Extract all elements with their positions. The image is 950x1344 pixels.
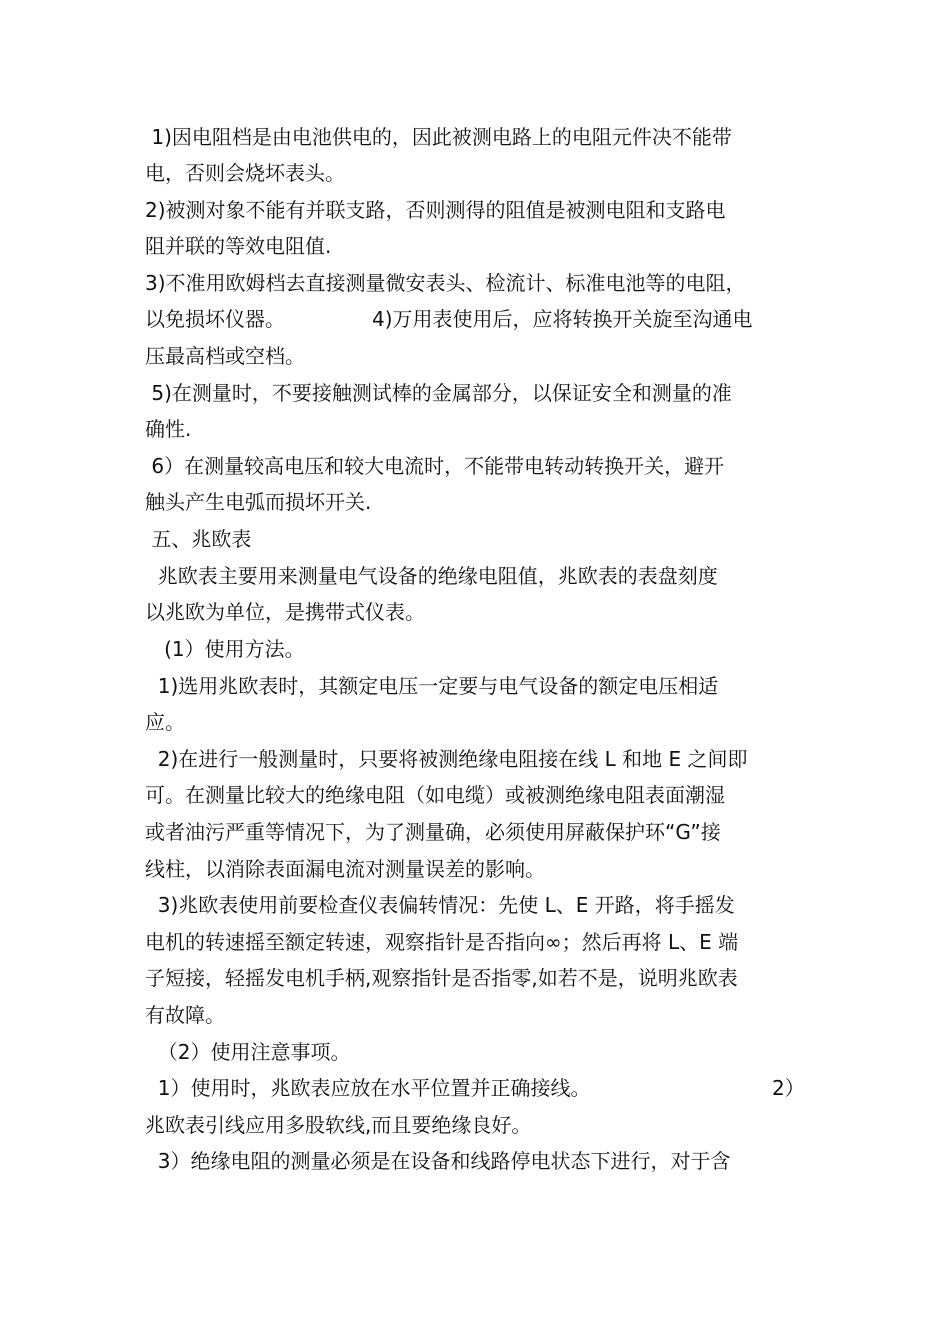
text-line: 确性.: [145, 417, 192, 441]
text-line: 1）使用时，兆欧表应放在水平位置并正确接线。: [145, 1076, 591, 1100]
text-line: 阻并联的等效电阻值.: [145, 234, 332, 258]
text-line: 有故障。: [145, 1003, 225, 1027]
text-line: 压最高档或空档。: [145, 344, 305, 368]
text-line: 应。: [145, 710, 185, 734]
text-line: 1)选用兆欧表时，其额定电压一定要与电气设备的额定电压相适: [145, 674, 719, 698]
text-line: 3)兆欧表使用前要检查仪表偏转情况：先使 L、E 开路，将手摇发: [145, 893, 735, 917]
text-line: 触头产生电弧而损坏开关.: [145, 490, 372, 514]
subheading: (1）使用方法。: [145, 637, 305, 661]
text-line: 3）绝缘电阻的测量必须是在设备和线路停电状态下进行，对于含: [145, 1149, 731, 1173]
text-line: 可。在测量比较大的绝缘电阻（如电缆）或被测绝缘电阻表面潮湿: [145, 783, 725, 807]
text-line: 4)万用表使用后，应将转换开关旋至沟通电: [372, 307, 753, 331]
text-line: 以兆欧为单位，是携带式仪表。: [145, 600, 425, 624]
text-line: 以免损坏仪器。: [145, 307, 285, 331]
section-heading: 五、兆欧表: [145, 527, 252, 551]
text-line: 或者油污严重等情况下，为了测量确，必须使用屏蔽保护环“G”接: [145, 820, 721, 844]
text-line: 2)被测对象不能有并联支路，否则测得的阻值是被测电阻和支路电: [145, 198, 726, 222]
text-line: 电，否则会烧坏表头。: [145, 161, 345, 185]
text-line: 5)在测量时，不要接触测试棒的金属部分，以保证安全和测量的准: [145, 381, 732, 405]
text-line: 2）: [772, 1076, 805, 1100]
text-line: 3)不准用欧姆档去直接测量微安表头、检流计、标准电池等的电阻，: [145, 271, 746, 295]
text-line: 6）在测量较高电压和较大电流时，不能带电转动转换开关，避开: [145, 454, 725, 478]
text-line: 兆欧表引线应用多股软线,而且要绝缘良好。: [145, 1113, 532, 1137]
text-line: 2)在进行一般测量时，只要将被测绝缘电阻接在线 L 和地 E 之间即: [145, 747, 748, 771]
subheading: （2）使用注意事项。: [145, 1040, 351, 1064]
text-line: 子短接，轻摇发电机手柄,观察指针是否指零,如若不是，说明兆欧表: [145, 966, 738, 990]
text-line: 兆欧表主要用来测量电气设备的绝缘电阻值，兆欧表的表盘刻度: [145, 564, 718, 588]
text-line: 线柱，以消除表面漏电流对测量误差的影响。: [145, 857, 545, 881]
text-line: 电机的转速摇至额定转速，观察指针是否指向∞；然后再将 L、E 端: [145, 930, 739, 954]
text-line: 1)因电阻档是由电池供电的，因此被测电路上的电阻元件决不能带: [145, 125, 732, 149]
